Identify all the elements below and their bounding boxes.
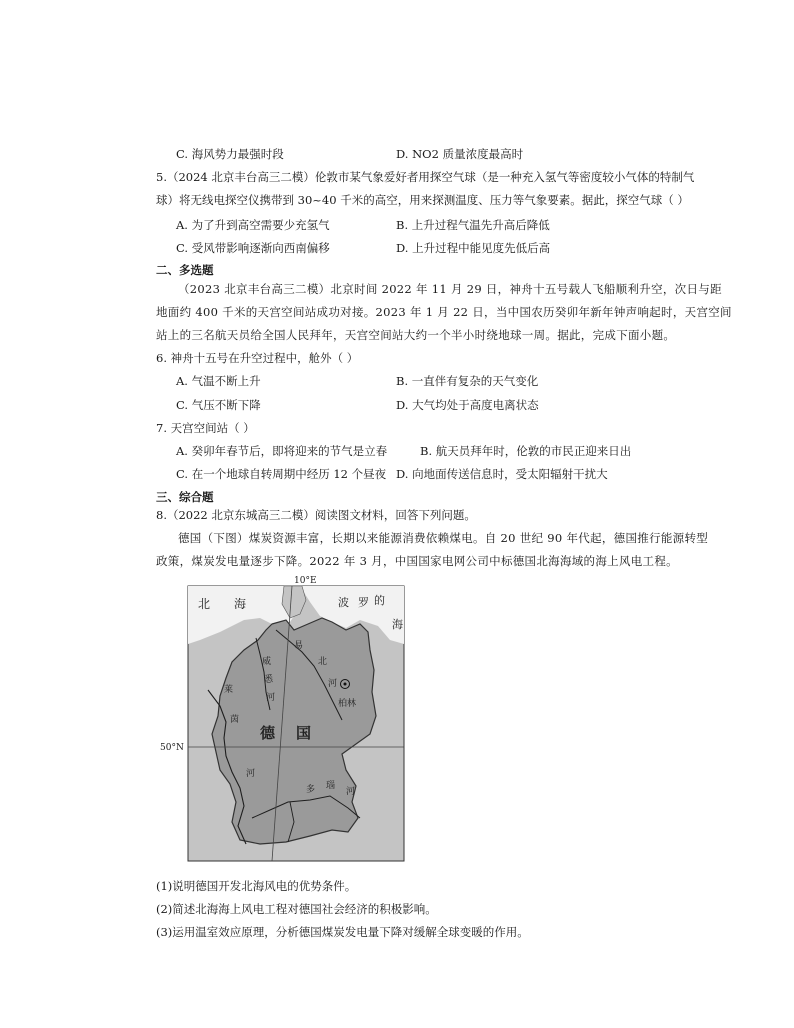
q5-option-d: D. 上升过程中能见度先低后高 — [396, 241, 551, 255]
danube-label-1: 多 — [306, 785, 316, 795]
passage-line3: 站上的三名航天员给全国人民拜年，天宫空间站大约一个半小时绕地球一周。据此，完成下面小题。 — [156, 328, 676, 342]
rhine-label-2: 茵 — [230, 715, 240, 725]
q6-option-b: B. 一直伴有复杂的天气变化 — [396, 374, 539, 388]
north-sea-label-1: 北 — [198, 597, 211, 611]
lon-label: 10°E — [294, 576, 317, 586]
baltic-label-4: 海 — [392, 618, 403, 631]
baltic-label-3: 的 — [374, 594, 385, 607]
section-title-multiple-choice: 二、多选题 — [156, 263, 214, 277]
baltic-label-1: 波 — [338, 596, 349, 609]
q8-sub1: (1)说明德国开发北海风电的优势条件。 — [156, 879, 357, 893]
q5-option-c: C. 受风带影响逐渐向西南偏移 — [176, 241, 330, 255]
berlin-marker-dot — [344, 683, 347, 686]
q4-option-c: C. 海风势力最强时段 — [176, 147, 284, 161]
lat-label: 50°N — [160, 743, 184, 753]
q5-stem-line1: 5.（2024 北京丰台高三二模）伦敦市某气象爱好者用探空气球（是一种充入氢气等密度较小气体的特制气 — [156, 170, 695, 184]
weser-label-1: 威 — [262, 657, 272, 667]
weser-label-3: 河 — [266, 693, 276, 703]
rhine-label-1: 莱 — [224, 685, 234, 695]
section-title-comprehensive: 三、综合题 — [156, 490, 214, 504]
baltic-label-2: 罗 — [358, 596, 369, 609]
passage-line2: 地面约 400 千米的天宫空间站成功对接。2023 年 1 月 22 日，当中国农历癸卯年新年钟声响起时，天宫空间 — [156, 305, 732, 319]
q6-option-c: C. 气压不断下降 — [176, 398, 261, 412]
q7-option-a: A. 癸卯年春节后，即将迎来的节气是立春 — [176, 444, 388, 458]
danube-label-3: 河 — [346, 787, 356, 797]
q7-stem: 7. 天宫空间站（ ） — [156, 421, 255, 435]
country-label-2: 国 — [296, 724, 312, 742]
q8-sub3: (3)运用温室效应原理，分析德国煤炭发电量下降对缓解全球变暖的作用。 — [156, 925, 529, 939]
q6-option-a: A. 气温不断上升 — [176, 374, 261, 388]
q7-option-c: C. 在一个地球自转周期中经历 12 个昼夜 — [176, 467, 387, 481]
q7-option-b: B. 航天员拜年时，伦敦的市民正迎来日出 — [420, 444, 632, 458]
weser-label-2: 悉 — [264, 675, 274, 685]
germany-map — [160, 574, 410, 866]
country-label-1: 德 — [260, 724, 276, 742]
q5-option-b: B. 上升过程气温先升高后降低 — [396, 218, 550, 232]
q7-option-d: D. 向地面传送信息时，受太阳辐射干扰大 — [396, 467, 608, 481]
q6-stem: 6. 神舟十五号在升空过程中，舱外（ ） — [156, 351, 359, 365]
rhine-label-3: 河 — [246, 769, 256, 779]
north-sea-label-2: 海 — [234, 597, 247, 611]
q4-option-d: D. NO2 质量浓度最高时 — [396, 147, 524, 161]
elbe-label-2: 北 — [318, 657, 328, 667]
elbe-label-3: 河 — [328, 679, 338, 689]
capital-label: 柏林 — [338, 699, 357, 709]
passage-line1: （2023 北京丰台高三二模）北京时间 2022 年 11 月 29 日，神舟十五号载人飞船顺利升空，次日与距 — [178, 282, 722, 296]
q5-stem-line2: 球）将无线电探空仪携带到 30~40 千米的高空，用来探测温度、压力等气象要素。据此，探空气球（ ） — [156, 193, 689, 207]
q8-stem: 8.（2022 北京东城高三二模）阅读图文材料，回答下列问题。 — [156, 508, 476, 522]
germany-map-svg — [160, 574, 410, 866]
q8-paragraph-line1: 德国（下图）煤炭资源丰富，长期以来能源消费依赖煤电。自 20 世纪 90 年代起，德国推行能源转型 — [178, 531, 709, 545]
q5-option-a: A. 为了升到高空需要少充氢气 — [176, 218, 330, 232]
elbe-label-1: 易 — [294, 641, 304, 651]
q8-paragraph-line2: 政策，煤炭发电量逐步下降。2022 年 3 月，中国国家电网公司中标德国北海海域的海上风电工程。 — [156, 554, 678, 568]
q6-option-d: D. 大气均处于高度电离状态 — [396, 398, 539, 412]
q8-sub2: (2)简述北海海上风电工程对德国社会经济的积极影响。 — [156, 902, 437, 916]
danube-label-2: 瑙 — [326, 781, 336, 791]
